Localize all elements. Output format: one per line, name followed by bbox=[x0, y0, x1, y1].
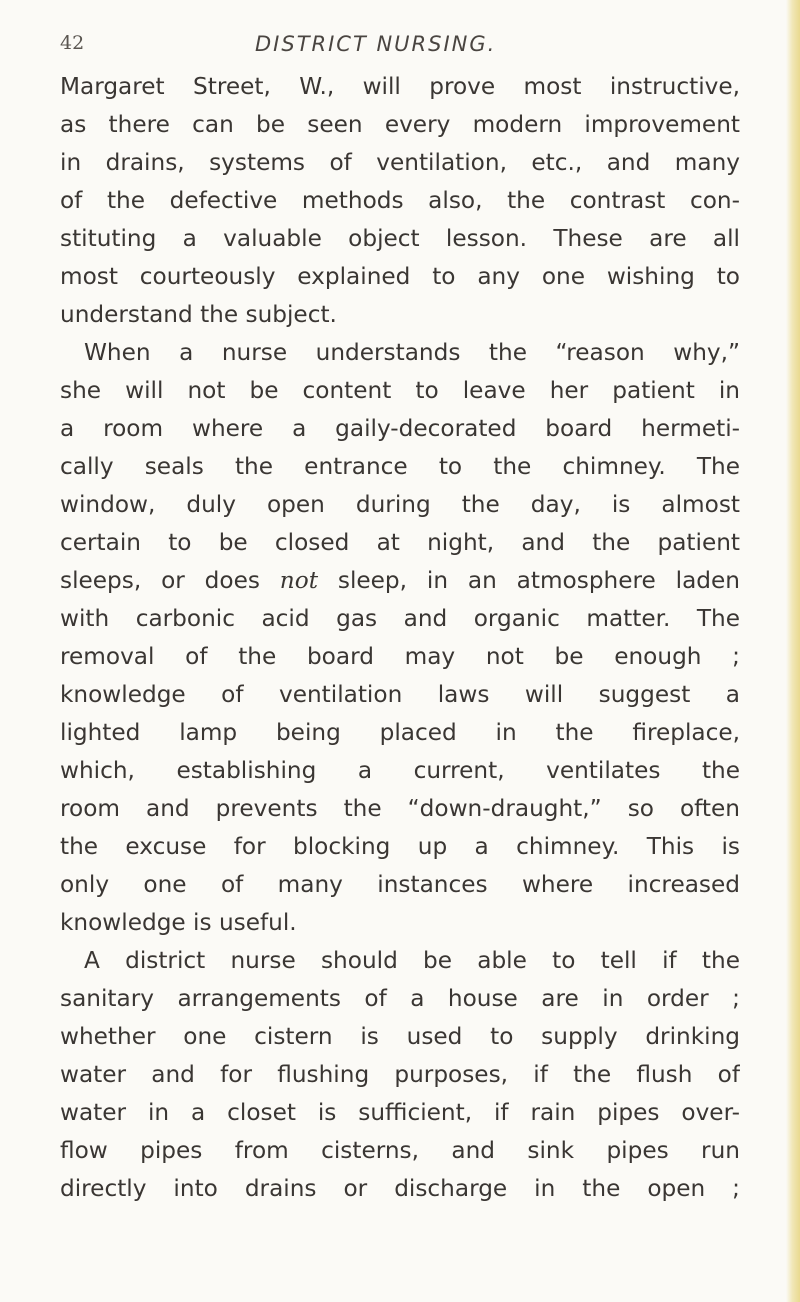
text-line: room and prevents the “down-draught,” so often bbox=[60, 795, 740, 822]
text-line: window, duly open during the day, is almost bbox=[60, 491, 740, 518]
text-line: knowledge of ventilation laws will suggest a bbox=[60, 681, 740, 708]
text-line: When a nurse understands the “reason why,” bbox=[84, 339, 740, 366]
text-line: only one of many instances where increased bbox=[60, 871, 740, 898]
running-title: DISTRICT NURSING. bbox=[255, 32, 497, 56]
text-line: directly into drains or discharge in the open ; bbox=[60, 1175, 740, 1202]
text-line: removal of the board may not be enough ; bbox=[60, 643, 740, 670]
text-line: understand the subject. bbox=[60, 301, 337, 328]
page-edge bbox=[786, 0, 800, 1302]
running-header bbox=[60, 32, 740, 66]
text-line: she will not be content to leave her patient in bbox=[60, 377, 740, 404]
text-line: of the defective methods also, the contrast con- bbox=[60, 187, 740, 214]
text-line: with carbonic acid gas and organic matter. The bbox=[60, 605, 740, 632]
text-line: as there can be seen every modern improvement bbox=[60, 111, 740, 138]
body-text bbox=[60, 68, 740, 1208]
paragraph-2 bbox=[60, 334, 740, 942]
text-line: A district nurse should be able to tell if the bbox=[84, 947, 740, 974]
text-segment: sleeps, or does bbox=[60, 567, 280, 594]
emphasized-word: not bbox=[279, 567, 319, 594]
text-line: most courteously explained to any one wishing to bbox=[60, 263, 740, 290]
text-line: whether one cistern is used to supply drinking bbox=[60, 1023, 740, 1050]
text-line: lighted lamp being placed in the fireplace, bbox=[60, 719, 740, 746]
text-line: knowledge is useful. bbox=[60, 909, 297, 936]
text-line: cally seals the entrance to the chimney. The bbox=[60, 453, 740, 480]
text-line: which, establishing a current, ventilates the bbox=[60, 757, 740, 784]
text-line: stituting a valuable object lesson. These are all bbox=[60, 225, 740, 252]
paragraph-3 bbox=[60, 942, 740, 1208]
text-line: a room where a gaily-decorated board hermeti- bbox=[60, 415, 740, 442]
page-number: 42 bbox=[60, 32, 85, 54]
text-segment: sleep, in an atmosphere laden bbox=[318, 567, 740, 594]
text-line: sanitary arrangements of a house are in order ; bbox=[60, 985, 740, 1012]
paragraph-1 bbox=[60, 68, 740, 334]
text-line: in drains, systems of ventilation, etc., and many bbox=[60, 149, 740, 176]
text-line: the excuse for blocking up a chimney. This is bbox=[60, 833, 740, 860]
text-line: flow pipes from cisterns, and sink pipes run bbox=[60, 1137, 740, 1164]
text-line-emphasis bbox=[60, 562, 740, 600]
text-line: Margaret Street, W., will prove most instructive, bbox=[60, 73, 740, 100]
text-line: certain to be closed at night, and the patient bbox=[60, 529, 740, 556]
text-line: water and for flushing purposes, if the flush of bbox=[60, 1061, 740, 1088]
text-line: water in a closet is sufficient, if rain pipes over- bbox=[60, 1099, 740, 1126]
